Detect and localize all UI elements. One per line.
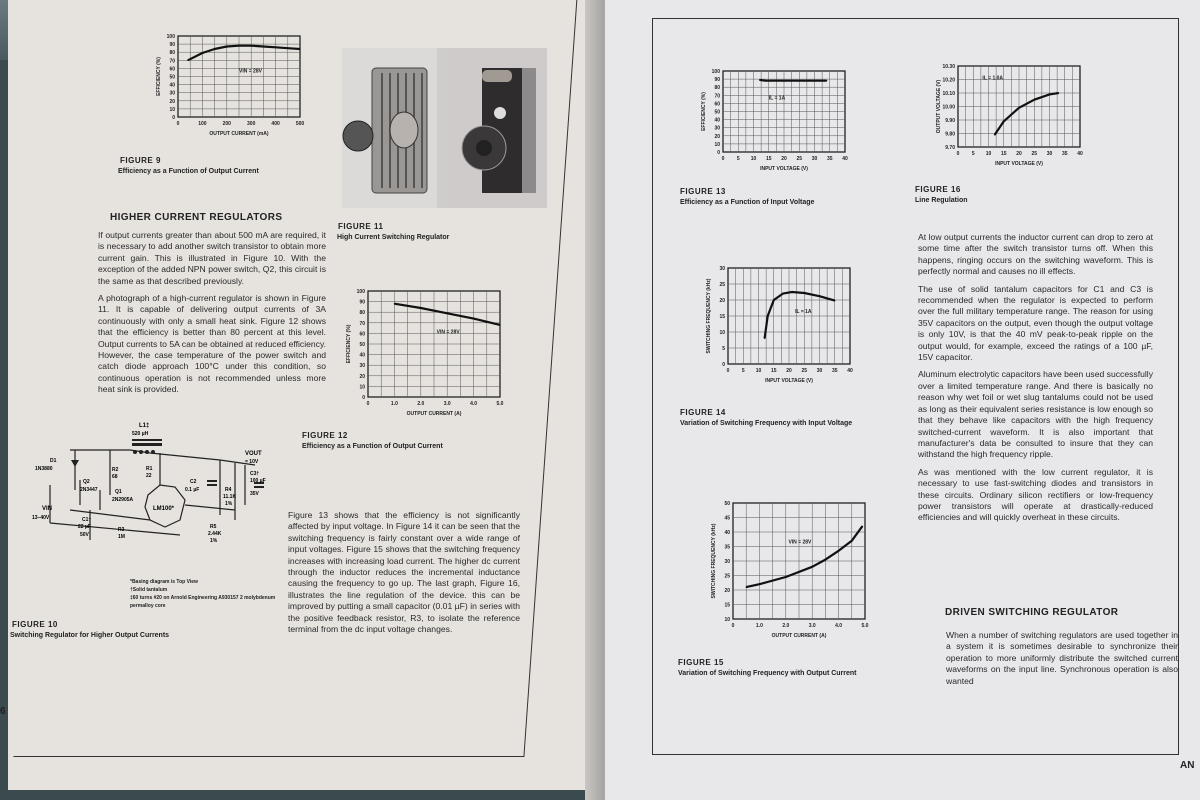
y-tick-label: 15 xyxy=(719,314,725,320)
data-point xyxy=(783,80,784,81)
q1-value: 2N2905A xyxy=(112,497,134,503)
x-tick-label: 0 xyxy=(176,121,180,127)
y-tick-label: 30 xyxy=(724,559,730,565)
x-tick-label: 3.0 xyxy=(443,401,451,407)
y-axis-label: SWITCHING FREQUENCY (kHz) xyxy=(706,278,712,354)
figure12-caption: Efficiency as a Function of Output Current xyxy=(302,443,443,450)
note: *Basing diagram is Top View xyxy=(130,579,198,585)
series-line xyxy=(188,46,300,61)
r5-label: R5 xyxy=(210,524,217,530)
y-axis-label: OUTPUT VOLTAGE (V) xyxy=(936,79,942,134)
y-tick-label: 50 xyxy=(724,501,730,507)
data-point xyxy=(263,46,264,47)
data-point xyxy=(765,80,766,81)
data-point xyxy=(214,48,215,49)
series-line xyxy=(765,292,835,338)
q1-label: Q1 xyxy=(115,489,122,495)
x-tick-label: 0 xyxy=(721,156,725,162)
data-point xyxy=(420,307,421,308)
y-tick-label: 10.20 xyxy=(942,77,955,84)
figure10-schematic xyxy=(20,415,280,550)
y-tick-label: 100 xyxy=(356,289,365,295)
vin-value: 13–40V xyxy=(32,515,50,521)
note: ‡60 turns #20 on Arnold Engineering A930157 2 molybdenum permalloy core xyxy=(130,595,276,609)
regulator-photo-illustration xyxy=(342,48,547,208)
chart-annotation: VIN = 28V xyxy=(788,539,812,546)
y-tick-label: 80 xyxy=(359,310,365,317)
paragraph: Aluminum electrolytic capacitors have been used successfully over a limited temperature range. And there is basically no reason why wet foil or wet slug tantalums could not be used as long as their equivalent series resistance is low enough so that they behave like capacitors with the high frequency switched-current waveform. It is also important that manufacturer's data be consulted to insure that they can withstand the high frequency ripple. xyxy=(918,369,1154,460)
section-paragraph: When a number of switching regulators are used together in a system it is sometimes desirable to synchronize their operation to more uniformly distribute the switched current waveforms on the input line. Synchronous operation is also wanted xyxy=(946,630,1178,686)
figure11-caption: High Current Switching Regulator xyxy=(337,234,450,241)
figure9-chart xyxy=(150,30,310,145)
figure9-label: FIGURE 9 xyxy=(120,156,161,165)
paragraph: As was mentioned with the low current regulator, it is necessary to use fast-switching diodes and transistors in these circuits. Ordinary silicon rectifiers or low-frequency power transistors will operate at drastically-reduced efficiencies and will quickly overheat in these circuits. xyxy=(918,466,1153,523)
x-tick-label: 5.0 xyxy=(496,401,504,407)
r2-value: 68 xyxy=(112,474,118,480)
y-axis-label: EFFICIENCY (%) xyxy=(156,57,162,96)
data-point xyxy=(275,47,276,48)
y-axis-label: EFFICIENCY (%) xyxy=(346,324,352,364)
y-tick-label: 60 xyxy=(359,331,365,338)
y-tick-label: 25 xyxy=(719,282,725,288)
data-point xyxy=(851,540,852,541)
r5-value: 2.44K xyxy=(208,531,222,537)
data-point xyxy=(764,338,765,339)
y-tick-label: 100 xyxy=(711,69,720,75)
data-point xyxy=(838,550,839,551)
x-tick-label: 10 xyxy=(755,368,762,374)
data-point xyxy=(799,80,800,81)
data-point xyxy=(994,134,995,135)
y-tick-label: 35 xyxy=(724,544,730,551)
x-tick-label: 4.0 xyxy=(835,623,843,629)
c1-voltage: 50V xyxy=(80,532,89,538)
figure15-caption: Variation of Switching Frequency with Output Current xyxy=(678,670,857,677)
paragraph: A photograph of a high-current regulator is shown in Figure 11. It is capable of delivering output currents of 3A continuously with only a small heat sink. Figure 12 shows that the efficiency is better than 80 percent at this level. Output currents to 5A can be obtained at reduced efficiency. However, the case temperature of the power switch and catch diode approach 100°C under this condition, so continuous operation is not recommended unless more heat sink is provided. xyxy=(98,293,326,395)
y-tick-label: 40 xyxy=(714,117,720,124)
x-tick-label: 35 xyxy=(831,368,838,374)
page-number: 6 xyxy=(0,706,6,717)
data-point xyxy=(746,587,747,588)
x-tick-label: 1.0 xyxy=(755,623,763,629)
y-tick-label: 40 xyxy=(724,530,730,536)
x-tick-label: 30 xyxy=(1046,151,1053,157)
x-tick-label: 500 xyxy=(295,121,305,127)
x-tick-label: 40 xyxy=(842,156,848,162)
y-tick-label: 30 xyxy=(359,363,365,370)
data-point xyxy=(812,566,813,567)
y-tick-label: 50 xyxy=(714,109,720,116)
r1-label: R1 xyxy=(146,466,153,472)
x-tick-label: 2.0 xyxy=(417,401,425,407)
x-tick-label: 30 xyxy=(816,368,823,374)
y-axis-label: SWITCHING FREQUENCY (kHz) xyxy=(711,523,717,599)
x-tick-label: 3.0 xyxy=(808,623,816,629)
data-point xyxy=(814,80,815,81)
data-point xyxy=(238,45,239,46)
y-tick-label: 20 xyxy=(724,588,730,594)
right-body-text xyxy=(918,232,1153,530)
chart-annotation: VIN = 28V xyxy=(239,68,262,75)
c1-value: 22 µF xyxy=(78,524,91,530)
data-point xyxy=(226,46,227,47)
y-tick-label: 60 xyxy=(714,101,720,108)
y-tick-label: 9.70 xyxy=(945,145,955,151)
r4-label: R4 xyxy=(225,487,232,493)
figure-discussion-text: Figure 13 shows that the efficiency is not significantly affected by input voltage. In Figure 14 it can be seen that the switching frequency is fairly constant over a wide range of input voltages. Figure 15 shows that the switching frequency increases with increasing load current. The higher dc current through the inductor reduces the incremental inductance causing the frequency to go up. The last graph, Figure 16, illustrates the line regulation of the device. this can be improved by putting a small capacitor (0.01 µF) in series with the positive feedback resistor, R3, to isolate the reference terminal from the dc input voltage changes. xyxy=(288,510,520,635)
y-tick-label: 0 xyxy=(172,115,175,121)
y-tick-label: 0 xyxy=(362,395,365,401)
x-tick-label: 10 xyxy=(750,156,757,162)
d1-value: 1N3880 xyxy=(35,466,53,472)
x-tick-label: 35 xyxy=(1061,151,1068,157)
figure9-svg xyxy=(150,30,310,145)
data-point xyxy=(791,291,792,292)
paragraph: At low output currents the inductor current can drop to zero at some time after the switch transistor turns off. When this happens, ringing occurs on the switching waveform. This is perfectly normal and causes no ill effects. xyxy=(918,232,1153,277)
figure11-label: FIGURE 11 xyxy=(338,222,384,231)
y-tick-label: 80 xyxy=(169,50,175,57)
series-line xyxy=(760,80,827,81)
x-tick-label: 20 xyxy=(1016,151,1022,157)
y-tick-label: 25 xyxy=(724,573,730,580)
figure10-label: FIGURE 10 xyxy=(12,620,58,629)
data-point xyxy=(819,296,820,297)
data-point xyxy=(202,52,203,53)
x-tick-label: 25 xyxy=(801,368,808,374)
l1-label: L1‡ xyxy=(139,423,150,429)
figure10-notes xyxy=(130,578,280,610)
data-point xyxy=(499,324,500,325)
y-tick-label: 5 xyxy=(722,346,725,352)
data-point xyxy=(759,584,760,585)
x-axis-label: OUTPUT CURRENT (A) xyxy=(406,411,462,417)
figure14-caption: Variation of Switching Frequency with Input Voltage xyxy=(680,420,853,427)
data-point xyxy=(825,559,826,560)
figure13-caption: Efficiency as a Function of Input Voltage xyxy=(680,199,815,206)
figure15-svg xyxy=(705,497,875,647)
y-tick-label: 100 xyxy=(166,34,175,40)
r5-tolerance: 1% xyxy=(210,538,218,544)
x-tick-label: 35 xyxy=(826,156,833,162)
figure9-caption: Efficiency as a Function of Output Current xyxy=(118,168,259,175)
y-tick-label: 70 xyxy=(714,93,720,100)
c2-label: C2 xyxy=(190,479,197,485)
x-tick-label: 0 xyxy=(956,151,960,157)
r4-value: 11.1K xyxy=(223,494,237,500)
x-tick-label: 15 xyxy=(765,156,772,162)
figure12-chart xyxy=(340,285,510,425)
chart-annotation: VIN = 28V xyxy=(436,329,460,336)
data-point xyxy=(804,292,805,293)
y-tick-label: 30 xyxy=(719,266,725,272)
left-body-text xyxy=(98,230,326,402)
paragraph: If output currents greater than about 500 mA are required, it is necessary to add another switch transistor to obtain more current gain. This is illustrated in Figure 10. With the exception of the added NPN power switch, Q2, this circuit is the same as that described previously. xyxy=(98,230,326,286)
figure16-chart xyxy=(930,60,1090,175)
figure16-label: FIGURE 16 xyxy=(915,185,961,194)
vout-value: = 10V xyxy=(245,459,259,465)
y-tick-label: 9.80 xyxy=(945,131,955,138)
y-tick-label: 60 xyxy=(169,66,175,73)
x-axis-label: INPUT VOLTAGE (V) xyxy=(765,378,813,384)
section-heading-driven-switching: DRIVEN SWITCHING REGULATOR xyxy=(945,607,1119,618)
y-tick-label: 20 xyxy=(714,133,720,140)
r2-label: R2 xyxy=(112,467,119,473)
y-tick-label: 9.90 xyxy=(945,118,955,124)
figure15-label: FIGURE 15 xyxy=(678,658,724,667)
x-axis-label: INPUT VOLTAGE (V) xyxy=(760,166,808,172)
ic-label: LM100* xyxy=(153,506,175,512)
x-tick-label: 25 xyxy=(1031,151,1038,157)
x-tick-label: 1.0 xyxy=(390,401,398,407)
x-axis-label: OUTPUT CURRENT (A) xyxy=(771,633,827,639)
x-tick-label: 0 xyxy=(366,401,370,407)
d1-label: D1 xyxy=(50,458,57,464)
q2-label: Q2 xyxy=(83,479,90,485)
c3-label: C3† xyxy=(250,471,260,477)
figure13-chart xyxy=(695,65,855,180)
y-tick-label: 20 xyxy=(169,98,175,105)
chart-annotation: IL = 1A xyxy=(795,308,812,315)
chart-annotation: IL = 1.0A xyxy=(982,75,1004,82)
y-tick-label: 10 xyxy=(169,106,175,113)
figure15-chart xyxy=(705,497,875,647)
q2-value: 2N3447 xyxy=(80,487,98,493)
data-point xyxy=(251,45,252,46)
data-point xyxy=(1049,94,1050,95)
y-axis-label: EFFICIENCY (%) xyxy=(701,92,707,131)
y-tick-label: 10 xyxy=(724,617,730,623)
y-tick-label: 50 xyxy=(359,342,365,348)
x-tick-label: 5.0 xyxy=(861,623,869,629)
data-point xyxy=(759,79,760,80)
y-tick-label: 40 xyxy=(359,352,365,359)
y-tick-label: 0 xyxy=(717,150,720,156)
figure14-chart xyxy=(700,262,860,392)
y-tick-label: 30 xyxy=(714,125,720,132)
x-tick-label: 15 xyxy=(770,368,777,374)
r3-value: 1M xyxy=(118,534,125,540)
figure11-photo xyxy=(342,48,547,208)
x-tick-label: 5 xyxy=(741,368,745,374)
data-point xyxy=(834,300,835,301)
data-point xyxy=(1058,92,1059,93)
chart-annotation: IL = 1A xyxy=(768,95,786,102)
x-tick-label: 40 xyxy=(847,368,853,374)
y-tick-label: 20 xyxy=(719,298,725,304)
figure12-label: FIGURE 12 xyxy=(302,431,348,440)
data-point xyxy=(394,303,395,304)
data-point xyxy=(767,315,768,316)
x-tick-label: 5 xyxy=(736,156,740,162)
y-tick-label: 45 xyxy=(724,515,730,522)
x-axis-label: INPUT VOLTAGE (V) xyxy=(995,161,1043,167)
paragraph: The use of solid tantalum capacitors for C1 and C3 is recommended when the regulator is expected to perform over the full military temperature range. The reason for using 35V capacitors on the output, even though the output voltage is only 10V, is that the 40 mV peak-to-peak ripple on the output would, for example, exceed the ratings of a 100 µF, 15V capacitor. xyxy=(918,283,1153,363)
circuit-schematic xyxy=(20,415,280,550)
c2-value: 0.1 µF xyxy=(185,487,200,493)
x-tick-label: 100 xyxy=(198,121,207,127)
data-point xyxy=(785,576,786,577)
x-tick-label: 20 xyxy=(781,156,787,162)
section-heading-higher-current: HIGHER CURRENT REGULATORS xyxy=(110,212,283,223)
y-tick-label: 10 xyxy=(719,330,725,336)
y-tick-label: 40 xyxy=(169,82,175,89)
l1-value: 520 µH xyxy=(132,431,149,437)
c3-value: 100 µF xyxy=(250,478,266,484)
x-tick-label: 30 xyxy=(811,156,818,162)
x-tick-label: 40 xyxy=(1077,151,1083,157)
r1-value: 22 xyxy=(146,473,152,479)
y-tick-label: 10.30 xyxy=(942,64,955,70)
x-tick-label: 400 xyxy=(271,121,280,127)
y-tick-label: 50 xyxy=(169,74,175,81)
y-tick-label: 70 xyxy=(359,320,365,327)
figure14-label: FIGURE 14 xyxy=(680,408,726,417)
y-tick-label: 30 xyxy=(169,90,175,97)
r3-label: R3 xyxy=(118,527,125,533)
y-tick-label: 10.10 xyxy=(942,91,955,97)
x-tick-label: 5 xyxy=(971,151,975,157)
data-point xyxy=(447,313,448,314)
figure13-label: FIGURE 13 xyxy=(680,187,726,196)
data-point xyxy=(299,48,300,49)
data-point xyxy=(187,60,188,61)
y-tick-label: 90 xyxy=(359,299,365,306)
x-tick-label: 10 xyxy=(985,151,992,157)
x-tick-label: 20 xyxy=(786,368,792,374)
y-tick-label: 10.00 xyxy=(942,104,955,111)
c1-label: C1† xyxy=(82,517,92,523)
figure13-svg xyxy=(695,65,855,180)
vout-label: VOUT xyxy=(245,451,262,457)
y-tick-label: 20 xyxy=(359,373,365,380)
x-tick-label: 0 xyxy=(731,623,735,629)
y-tick-label: 90 xyxy=(169,42,175,49)
y-tick-label: 10 xyxy=(714,141,720,148)
x-tick-label: 25 xyxy=(796,156,803,162)
data-point xyxy=(1034,99,1035,100)
figure16-caption: Line Regulation xyxy=(915,197,968,204)
y-tick-label: 90 xyxy=(714,77,720,84)
y-tick-label: 80 xyxy=(714,85,720,92)
y-tick-label: 70 xyxy=(169,58,175,65)
y-tick-label: 10 xyxy=(359,384,365,391)
c3-voltage: 35V xyxy=(250,491,259,497)
x-tick-label: 0 xyxy=(726,368,730,374)
y-tick-label: 15 xyxy=(724,602,730,609)
figure12-svg xyxy=(340,285,510,425)
x-tick-label: 2.0 xyxy=(782,623,790,629)
data-point xyxy=(1003,121,1004,122)
vin-label: VIN xyxy=(42,506,53,512)
x-tick-label: 15 xyxy=(1000,151,1007,157)
data-point xyxy=(1018,107,1019,108)
figure14-svg xyxy=(700,262,860,392)
page-tag: AN xyxy=(1180,760,1195,771)
y-tick-label: 0 xyxy=(722,362,725,368)
data-point xyxy=(826,80,827,81)
data-point xyxy=(287,48,288,49)
x-tick-label: 300 xyxy=(247,121,256,127)
x-axis-label: OUTPUT CURRENT (mA) xyxy=(209,131,269,137)
note: †Solid tantalum xyxy=(130,587,168,593)
x-tick-label: 200 xyxy=(222,121,231,127)
data-point xyxy=(773,299,774,300)
data-point xyxy=(782,293,783,294)
figure10-caption: Switching Regulator for Higher Output Currents xyxy=(10,632,170,639)
data-point xyxy=(473,318,474,319)
r4-tolerance: 1% xyxy=(225,501,233,507)
series-line xyxy=(746,526,862,587)
x-tick-label: 4.0 xyxy=(470,401,478,407)
data-point xyxy=(862,526,863,527)
figure16-svg xyxy=(930,60,1090,175)
